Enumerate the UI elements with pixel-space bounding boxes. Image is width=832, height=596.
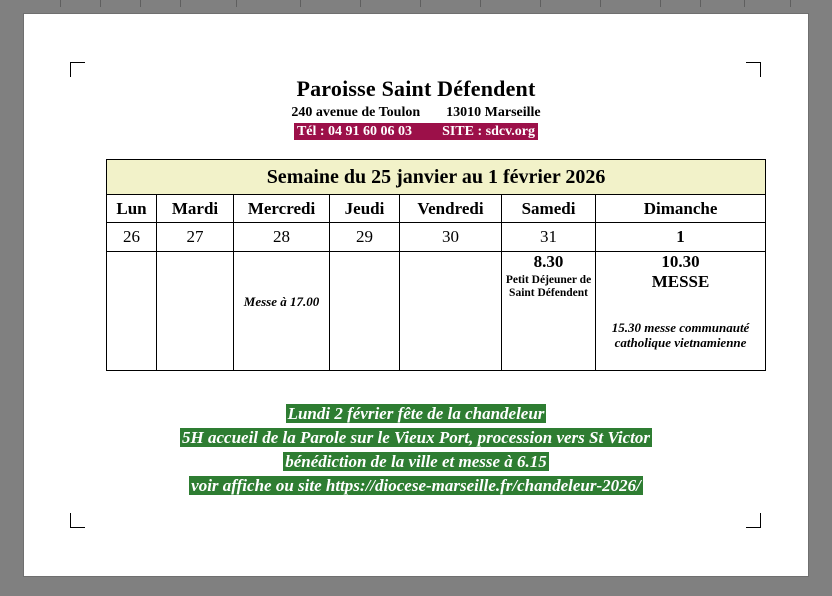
table-row-week-title [107, 160, 766, 195]
notice-line-3-text: bénédiction de la ville et messe à 6.15 [285, 452, 547, 471]
day-name-jeudi: Jeudi [330, 195, 400, 223]
day-number-mercredi: 28 [234, 223, 330, 252]
event-samedi-label: Petit Déjeuner de Saint Défendent [505, 274, 592, 299]
phone-text: Tél : 04 91 60 06 03 [296, 124, 413, 139]
notice-block [24, 402, 808, 498]
weekly-schedule-table [106, 159, 766, 371]
event-samedi-time: 8.30 [533, 252, 564, 271]
crop-mark-top-right [746, 62, 761, 77]
address-street: 240 avenue de Toulon [291, 105, 421, 120]
day-name-vendredi: Vendredi [400, 195, 502, 223]
notice-line-2 [24, 426, 808, 450]
notice-line-3 [24, 450, 808, 474]
day-name-samedi: Samedi [502, 195, 596, 223]
notice-line-4 [24, 474, 808, 498]
page-title: Paroisse Saint Défendent [296, 76, 536, 101]
event-cell-jeudi [330, 252, 400, 371]
day-name-dimanche: Dimanche [596, 195, 766, 223]
event-cell-samedi [502, 252, 596, 371]
notice-line-2-text: 5H accueil de la Parole sur le Vieux Port, procession vers St Victor [182, 428, 650, 447]
event-mercredi-messe: Messe à 17.00 [243, 294, 320, 309]
event-cell-mercredi [234, 252, 330, 371]
event-dimanche-vietnamese-mass: 15.30 messe communauté catholique vietnamienne [611, 320, 750, 350]
document-page [24, 14, 808, 576]
table-row-events [107, 252, 766, 371]
event-dimanche-label: MESSE [651, 272, 710, 291]
notice-line-1-text: Lundi 2 février fête de la chandeleur [287, 404, 545, 423]
event-cell-lun [107, 252, 157, 371]
event-cell-vendredi [400, 252, 502, 371]
week-title-cell [107, 160, 766, 195]
day-name-lun: Lun [107, 195, 157, 223]
crop-mark-bottom-right [746, 513, 761, 528]
crop-mark-bottom-left [70, 513, 85, 528]
crop-mark-top-left [70, 62, 85, 77]
day-name-mercredi: Mercredi [234, 195, 330, 223]
event-dimanche-time: 10.30 [661, 252, 700, 271]
ruler-strip [0, 0, 832, 8]
table-row-day-numbers [107, 223, 766, 252]
day-name-mardi: Mardi [157, 195, 234, 223]
table-row-day-names [107, 195, 766, 223]
day-number-mardi: 27 [157, 223, 234, 252]
day-number-lun: 26 [107, 223, 157, 252]
address-city: 13010 Marseille [446, 105, 541, 120]
day-number-vendredi: 30 [400, 223, 502, 252]
parish-address [24, 105, 808, 121]
contact-bar [294, 123, 538, 140]
event-cell-mardi [157, 252, 234, 371]
event-cell-dimanche [596, 252, 766, 371]
day-number-dimanche: 1 [596, 223, 766, 252]
document-header [24, 76, 808, 140]
notice-line-1 [24, 402, 808, 426]
day-number-samedi: 31 [502, 223, 596, 252]
week-title: Semaine du 25 janvier au 1 février 2026 [266, 165, 606, 188]
website-text: SITE : sdcv.org [442, 124, 536, 139]
notice-line-4-text: voir affiche ou site https://diocese-marseille.fr/chandeleur-2026/ [191, 476, 641, 495]
day-number-jeudi: 29 [330, 223, 400, 252]
